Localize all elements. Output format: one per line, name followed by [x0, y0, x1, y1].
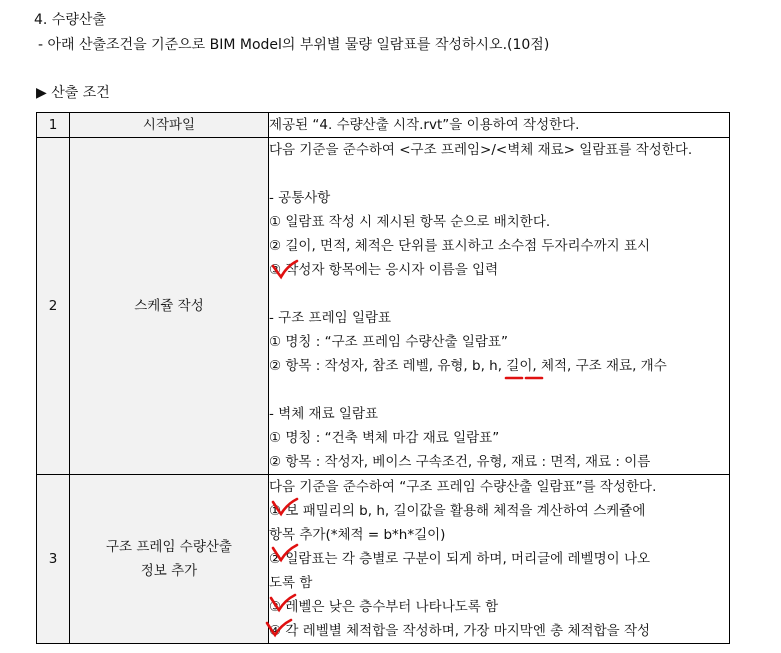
row-number: 1: [37, 113, 70, 138]
table-row: [37, 113, 730, 138]
description-line: 제공된 “4. 수량산출 시작.rvt”을 이용하여 작성한다.: [269, 117, 580, 133]
description-line: ① 일람표 작성 시 제시된 항목 순으로 배치한다.: [269, 214, 551, 230]
row-name: 시작파일: [142, 117, 196, 133]
row-description: [269, 475, 730, 644]
description-line: ② 항목 : 작성자, 베이스 구속조건, 유형, 재료 : 면적, 재료 : 이름: [269, 454, 651, 470]
section-title: 4. 수량산출: [34, 12, 106, 28]
row-name-cell: [70, 475, 269, 644]
description-line: ④ 각 레벨별 체적합을 작성하며, 가장 마지막엔 총 체적합을 작성: [269, 623, 651, 639]
description-line: 항목 추가(*체적 = b*h*길이): [269, 527, 446, 543]
row-name: 구조 프레임 수량산출: [106, 539, 232, 555]
row-name: 정보 추가: [140, 563, 198, 579]
blank-line: [269, 378, 729, 402]
description-line: ② 일람표는 각 층별로 구분이 되게 하며, 머리글에 레벨명이 나오: [269, 551, 651, 567]
table-row: [37, 138, 730, 475]
description-line: 다음 기준을 준수하여 “구조 프레임 수량산출 일람표”를 작성한다.: [269, 479, 657, 495]
row-name-cell: [70, 138, 269, 475]
row-name: 스케쥴 작성: [134, 298, 204, 314]
row-number: 3: [37, 475, 70, 644]
row-description: [269, 113, 730, 138]
description-line: ③ 레벨은 낮은 층수부터 나타나도록 함: [269, 599, 499, 615]
blank-line: [269, 282, 729, 306]
description-line: ② 항목 : 작성자, 참조 레벨, 유형, b, h, 길이, 체적, 구조 재료, 개수: [269, 358, 667, 374]
description-line: ③ 작성자 항목에는 응시자 이름을 입력: [269, 262, 499, 278]
row-name-cell: [70, 113, 269, 138]
description-line: ① 보 패밀리의 b, h, 길이값을 활용해 체적을 계산하여 스케쥴에: [269, 503, 646, 519]
conditions-heading: ▶ 산출 조건: [36, 85, 110, 101]
row-description: [269, 138, 730, 475]
description-line: 도록 함: [269, 575, 313, 591]
section-instruction: - 아래 산출조건을 기준으로 BIM Model의 부위별 물량 일람표를 작성하시오.(10점): [38, 37, 550, 53]
description-line: ① 명칭 : “건축 벽체 마감 재료 일람표”: [269, 430, 500, 446]
description-line: - 구조 프레임 일람표: [269, 310, 392, 326]
description-line: - 공통사항: [269, 190, 331, 206]
description-line: 다음 기준을 준수하여 <구조 프레임>/<벽체 재료> 일람표를 작성한다.: [269, 142, 693, 158]
description-line: ① 명칭 : “구조 프레임 수량산출 일람표”: [269, 334, 508, 350]
description-line: ② 길이, 면적, 체적은 단위를 표시하고 소수점 두자리수까지 표시: [269, 238, 651, 254]
conditions-table: [36, 112, 730, 644]
row-number: 2: [37, 138, 70, 475]
table-row: [37, 475, 730, 644]
description-line: - 벽체 재료 일람표: [269, 406, 379, 422]
blank-line: [269, 162, 729, 186]
